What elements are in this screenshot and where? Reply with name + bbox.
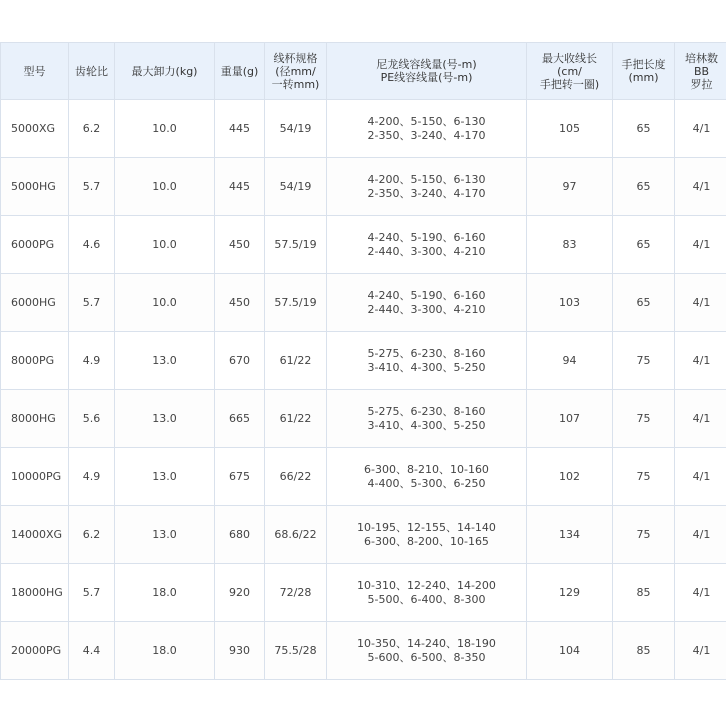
header-text-line: (cm/ <box>557 64 582 78</box>
max-retrieve-cell: 97 <box>527 158 613 216</box>
nylon-capacity: 10-350、14-240、18-190 <box>357 636 496 650</box>
header-text-line: 一转mm) <box>271 77 320 91</box>
weight-cell: 680 <box>215 506 265 564</box>
line-capacity-cell <box>327 332 527 390</box>
header-row <box>1 43 726 100</box>
line-capacity-cell <box>327 274 527 332</box>
table-row <box>1 564 726 622</box>
spool-spec-cell: 61/22 <box>265 390 327 448</box>
table-row <box>1 274 726 332</box>
max-drag-cell: 13.0 <box>115 332 215 390</box>
spool-spec-cell: 72/28 <box>265 564 327 622</box>
handle-length-cell: 65 <box>613 158 675 216</box>
header-text-line: 最大收线长 <box>542 51 597 65</box>
table-body <box>1 100 726 680</box>
header-text-line: 重量(g) <box>220 64 259 78</box>
max-retrieve-cell: 105 <box>527 100 613 158</box>
weight-cell: 670 <box>215 332 265 390</box>
header-text-line: 线杯规格 <box>273 51 318 65</box>
header-text-line: (径mm/ <box>275 64 316 78</box>
pe-capacity: 3-410、4-300、5-250 <box>367 360 486 374</box>
header-weight <box>215 43 265 100</box>
gear-ratio-cell: 5.7 <box>69 158 115 216</box>
spool-spec-cell: 66/22 <box>265 448 327 506</box>
model-cell: 6000PG <box>1 216 69 274</box>
max-retrieve-cell: 103 <box>527 274 613 332</box>
header-max-drag <box>115 43 215 100</box>
header-text-line: PE线容线量(号-m) <box>380 71 473 84</box>
handle-length-cell: 75 <box>613 448 675 506</box>
bearings-cell: 4/1 <box>675 158 726 216</box>
spool-spec-cell: 61/22 <box>265 332 327 390</box>
table-row <box>1 332 726 390</box>
handle-length-cell: 85 <box>613 622 675 680</box>
gear-ratio-cell: 4.9 <box>69 448 115 506</box>
header-line-capacity <box>327 43 527 100</box>
model-cell: 8000HG <box>1 390 69 448</box>
bearings-cell: 4/1 <box>675 332 726 390</box>
bearings-cell: 4/1 <box>675 622 726 680</box>
max-drag-cell: 10.0 <box>115 100 215 158</box>
pe-capacity: 5-500、6-400、8-300 <box>367 592 486 606</box>
spool-spec-cell: 68.6/22 <box>265 506 327 564</box>
weight-cell: 450 <box>215 216 265 274</box>
max-retrieve-cell: 129 <box>527 564 613 622</box>
line-capacity-cell <box>327 390 527 448</box>
weight-cell: 450 <box>215 274 265 332</box>
gear-ratio-cell: 4.9 <box>69 332 115 390</box>
bearings-cell: 4/1 <box>675 100 726 158</box>
pe-capacity: 3-410、4-300、5-250 <box>367 418 486 432</box>
header-text-line: BB <box>693 64 710 78</box>
nylon-capacity: 4-240、5-190、6-160 <box>367 288 486 302</box>
gear-ratio-cell: 6.2 <box>69 100 115 158</box>
table-row <box>1 448 726 506</box>
header-text-line: (mm) <box>628 71 659 84</box>
header-max-retrieve <box>527 43 613 100</box>
weight-cell: 920 <box>215 564 265 622</box>
line-capacity-cell <box>327 622 527 680</box>
table-row <box>1 506 726 564</box>
pe-capacity: 5-600、6-500、8-350 <box>367 650 486 664</box>
nylon-capacity: 5-275、6-230、8-160 <box>367 404 486 418</box>
bearings-cell: 4/1 <box>675 274 726 332</box>
table-row <box>1 158 726 216</box>
nylon-capacity: 10-195、12-155、14-140 <box>357 520 496 534</box>
pe-capacity: 2-350、3-240、4-170 <box>367 128 486 142</box>
header-text-line: 最大卸力(kg) <box>131 64 198 78</box>
max-drag-cell: 10.0 <box>115 216 215 274</box>
gear-ratio-cell: 4.6 <box>69 216 115 274</box>
max-retrieve-cell: 102 <box>527 448 613 506</box>
gear-ratio-cell: 5.6 <box>69 390 115 448</box>
nylon-capacity: 6-300、8-210、10-160 <box>364 462 489 476</box>
gear-ratio-cell: 5.7 <box>69 564 115 622</box>
model-cell: 6000HG <box>1 274 69 332</box>
handle-length-cell: 65 <box>613 274 675 332</box>
handle-length-cell: 75 <box>613 506 675 564</box>
pe-capacity: 4-400、5-300、6-250 <box>367 476 486 490</box>
table-row <box>1 216 726 274</box>
bearings-cell: 4/1 <box>675 390 726 448</box>
handle-length-cell: 75 <box>613 332 675 390</box>
nylon-capacity: 4-200、5-150、6-130 <box>367 172 486 186</box>
pe-capacity: 2-350、3-240、4-170 <box>367 186 486 200</box>
max-drag-cell: 10.0 <box>115 158 215 216</box>
line-capacity-cell <box>327 100 527 158</box>
gear-ratio-cell: 6.2 <box>69 506 115 564</box>
max-drag-cell: 13.0 <box>115 390 215 448</box>
spec-table <box>0 42 726 680</box>
weight-cell: 665 <box>215 390 265 448</box>
gear-ratio-cell: 4.4 <box>69 622 115 680</box>
spool-spec-cell: 57.5/19 <box>265 216 327 274</box>
handle-length-cell: 85 <box>613 564 675 622</box>
model-cell: 20000PG <box>1 622 69 680</box>
line-capacity-cell <box>327 448 527 506</box>
table-row <box>1 622 726 680</box>
max-drag-cell: 13.0 <box>115 506 215 564</box>
spool-spec-cell: 54/19 <box>265 158 327 216</box>
header-text-line: 手把长度 <box>621 58 666 71</box>
header-spool-spec <box>265 43 327 100</box>
max-retrieve-cell: 104 <box>527 622 613 680</box>
header-text-line: 手把转一圈) <box>539 77 600 91</box>
model-cell: 10000PG <box>1 448 69 506</box>
header-text-line: 齿轮比 <box>75 64 108 78</box>
handle-length-cell: 65 <box>613 216 675 274</box>
line-capacity-cell <box>327 158 527 216</box>
model-cell: 5000HG <box>1 158 69 216</box>
bearings-cell: 4/1 <box>675 564 726 622</box>
weight-cell: 445 <box>215 100 265 158</box>
nylon-capacity: 10-310、12-240、14-200 <box>357 578 496 592</box>
pe-capacity: 2-440、3-300、4-210 <box>367 302 486 316</box>
handle-length-cell: 75 <box>613 390 675 448</box>
max-retrieve-cell: 94 <box>527 332 613 390</box>
bearings-cell: 4/1 <box>675 216 726 274</box>
max-drag-cell: 10.0 <box>115 274 215 332</box>
header-model <box>1 43 69 100</box>
line-capacity-cell <box>327 564 527 622</box>
nylon-capacity: 4-240、5-190、6-160 <box>367 230 486 244</box>
table-row <box>1 390 726 448</box>
header-text-line: 型号 <box>23 64 46 78</box>
table-row <box>1 100 726 158</box>
pe-capacity: 6-300、8-200、10-165 <box>364 534 489 548</box>
max-drag-cell: 13.0 <box>115 448 215 506</box>
header-text-line: 培林数 <box>685 51 718 65</box>
line-capacity-cell <box>327 506 527 564</box>
weight-cell: 445 <box>215 158 265 216</box>
handle-length-cell: 65 <box>613 100 675 158</box>
header-handle-length <box>613 43 675 100</box>
bearings-cell: 4/1 <box>675 506 726 564</box>
model-cell: 8000PG <box>1 332 69 390</box>
nylon-capacity: 5-275、6-230、8-160 <box>367 346 486 360</box>
header-text-line: 罗拉 <box>690 77 713 91</box>
model-cell: 14000XG <box>1 506 69 564</box>
header-gear-ratio <box>69 43 115 100</box>
max-retrieve-cell: 83 <box>527 216 613 274</box>
pe-capacity: 2-440、3-300、4-210 <box>367 244 486 258</box>
max-drag-cell: 18.0 <box>115 622 215 680</box>
gear-ratio-cell: 5.7 <box>69 274 115 332</box>
header-bearings <box>675 43 726 100</box>
nylon-capacity: 4-200、5-150、6-130 <box>367 114 486 128</box>
bearings-cell: 4/1 <box>675 448 726 506</box>
weight-cell: 675 <box>215 448 265 506</box>
max-retrieve-cell: 107 <box>527 390 613 448</box>
max-drag-cell: 18.0 <box>115 564 215 622</box>
spool-spec-cell: 57.5/19 <box>265 274 327 332</box>
weight-cell: 930 <box>215 622 265 680</box>
model-cell: 5000XG <box>1 100 69 158</box>
spool-spec-cell: 75.5/28 <box>265 622 327 680</box>
line-capacity-cell <box>327 216 527 274</box>
header-text-line: 尼龙线容线量(号-m) <box>376 58 477 71</box>
spool-spec-cell: 54/19 <box>265 100 327 158</box>
model-cell: 18000HG <box>1 564 69 622</box>
max-retrieve-cell: 134 <box>527 506 613 564</box>
